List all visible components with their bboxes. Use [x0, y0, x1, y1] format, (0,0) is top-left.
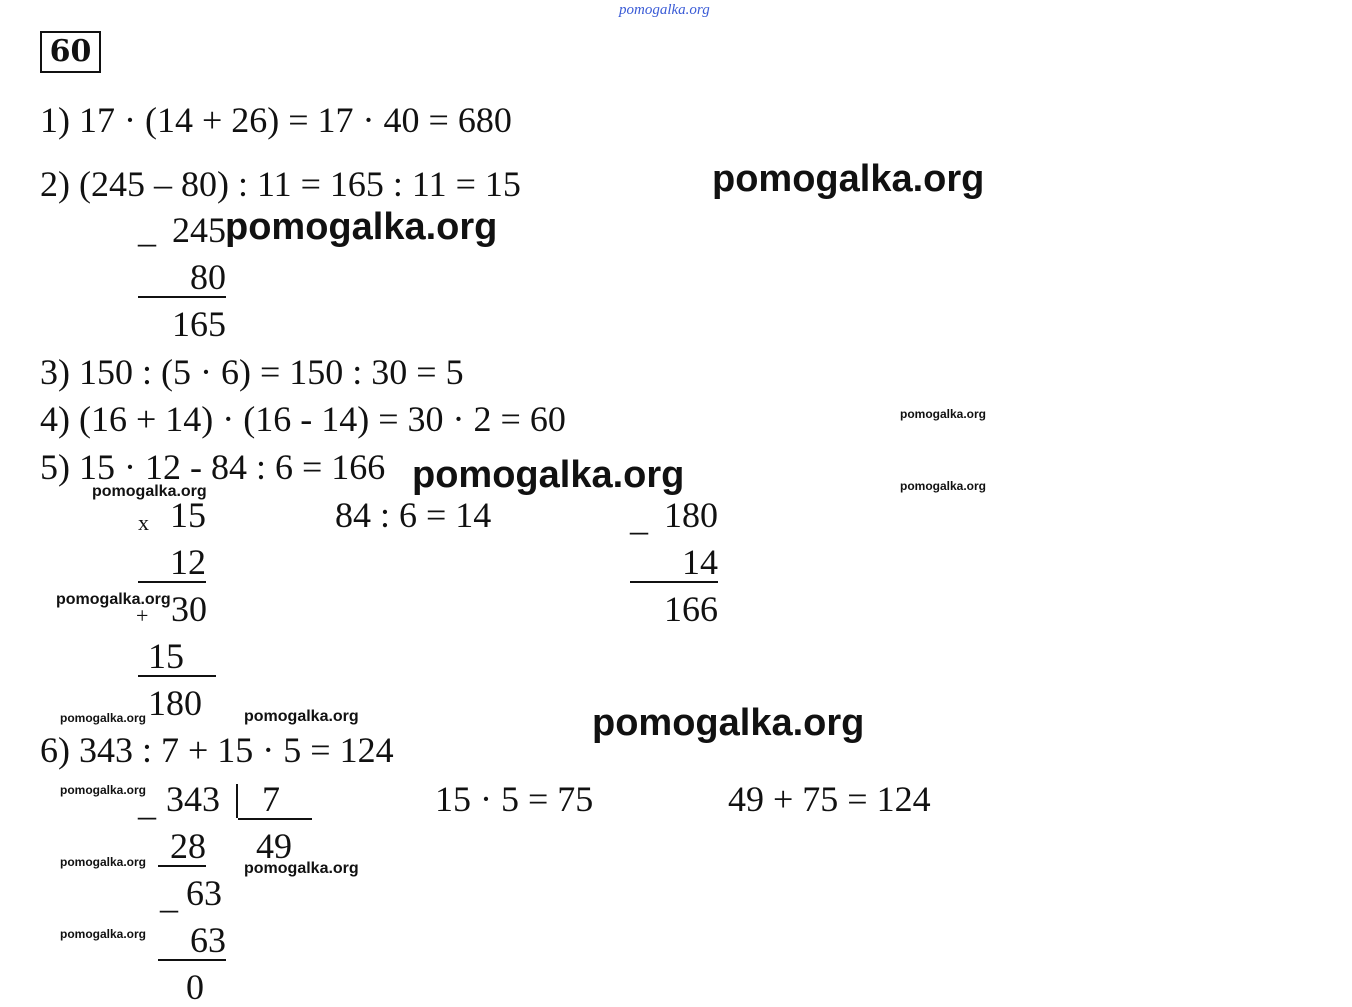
watermark: pomogalka.org [56, 591, 171, 608]
sub6-remainder: 0 [186, 967, 204, 1007]
sub6-minus-sign-1: _ [138, 783, 156, 823]
sub2-minuend: 245 [172, 210, 226, 250]
exercise-number: 60 [49, 34, 92, 69]
sub5-multiplier: 12 [138, 544, 206, 583]
watermark: pomogalka.org [225, 206, 498, 248]
sub5-product: 180 [148, 683, 202, 723]
watermark: pomogalka.org [592, 702, 865, 744]
watermark: pomogalka.org [60, 927, 147, 941]
problem-6: 6) 343 : 7 + 15 · 5 = 124 [40, 730, 394, 770]
exercise-number-box [40, 31, 101, 73]
sub6-quotient: 49 [256, 826, 292, 866]
problem-3: 3) 150 : (5 · 6) = 150 : 30 = 5 [40, 352, 464, 392]
problem-4: 4) (16 + 14) · (16 - 14) = 30 · 2 = 60 [40, 399, 566, 439]
sub5-multiplicand: 15 [170, 495, 206, 535]
watermark: pomogalka.org [60, 855, 147, 869]
watermark: pomogalka.org [712, 158, 985, 200]
problem-2: 2) (245 – 80) : 11 = 165 : 11 = 15 [40, 164, 521, 204]
watermark: pomogalka.org [60, 711, 147, 725]
sub2-result: 165 [172, 304, 226, 344]
sub6-dividend: 343 [166, 779, 220, 819]
sub5-minus-sign: _ [630, 498, 648, 538]
watermark: pomogalka.org [244, 860, 359, 877]
watermark: pomogalka.org [412, 454, 685, 496]
watermark: pomogalka.org [900, 479, 987, 493]
watermark-top: pomogalka.org [619, 2, 710, 18]
problem-5: 5) 15 · 12 - 84 : 6 = 166 [40, 447, 386, 487]
sub2-minus-sign: _ [138, 210, 156, 250]
sub5-partial-1: 30 [171, 589, 207, 629]
sub5-difference: 166 [664, 589, 718, 629]
problem-1: 1) 17 · (14 + 26) = 17 · 40 = 680 [40, 100, 512, 140]
sub6-divisor: 7 [238, 781, 312, 820]
sub5-minuend: 180 [664, 495, 718, 535]
sub6-step-1: 28 [158, 828, 206, 867]
sub6-step-3: 63 [158, 922, 226, 961]
watermark: pomogalka.org [244, 708, 359, 725]
watermark: pomogalka.org [60, 783, 147, 797]
watermark: pomogalka.org [900, 407, 987, 421]
sub6-step-2: 63 [186, 873, 222, 913]
sub5-partial-2: 15 [138, 638, 216, 677]
sub5-plus-sign: + [136, 603, 149, 628]
sub5-subtrahend: 14 [630, 544, 718, 583]
watermark: pomogalka.org [92, 483, 207, 500]
sub5-division: 84 : 6 = 14 [335, 495, 492, 535]
sub5-multiply-sign: x [138, 510, 149, 535]
sub6-multiplication: 15 · 5 = 75 [435, 779, 594, 819]
sub6-minus-sign-2: _ [160, 876, 178, 916]
sub6-addition: 49 + 75 = 124 [728, 779, 931, 819]
sub2-subtrahend: 80 [138, 259, 226, 298]
